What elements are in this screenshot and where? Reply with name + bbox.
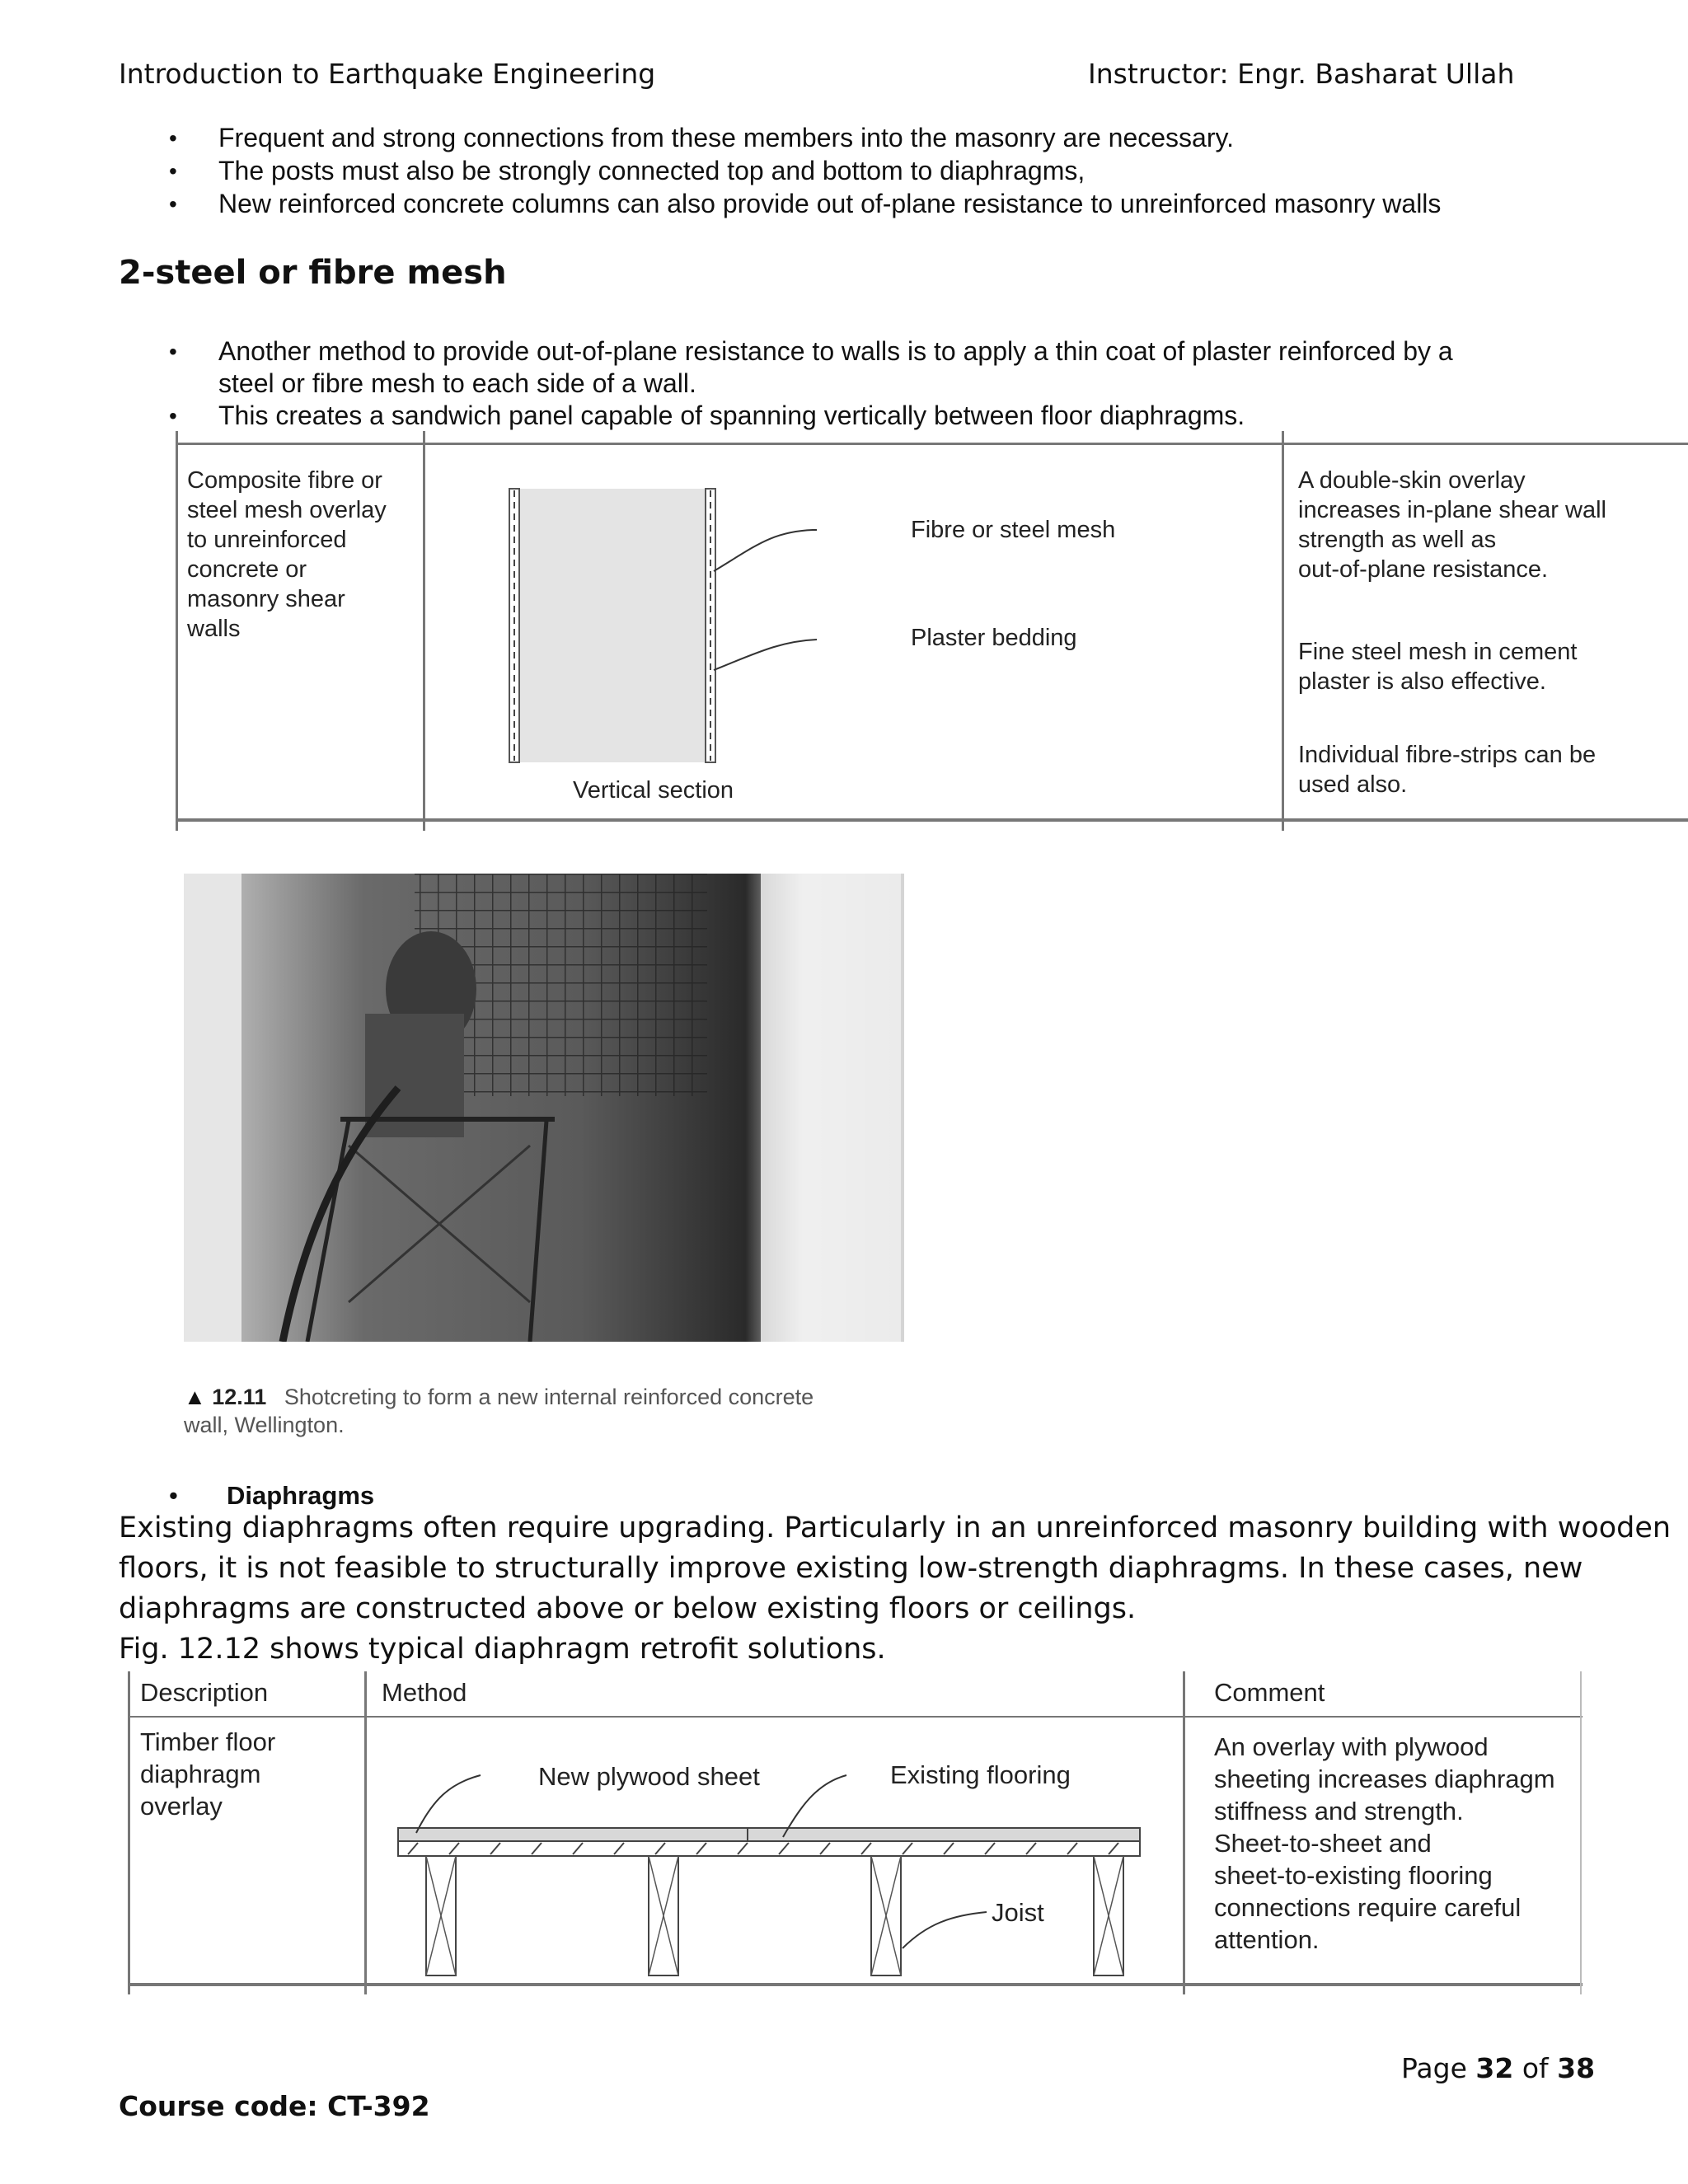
figure1-comment-fibre-strips: Individual fibre-strips can be used also. xyxy=(1298,742,1597,798)
diaphragms-paragraph: Existing diaphragms often require upgrading. Particularly in an unreinforced masonry building with wooden floors, it is not feasible to structurally improve existing low-strength diaphragms. In these cases, new diaphragms are constructed above or below existing floors or ceilings. Fig. 12.12 shows typical diaphragm retrofit solutions. xyxy=(119,1511,1672,1666)
label-new-plywood: New plywood sheet xyxy=(538,1762,760,1791)
table-header-comment: Comment xyxy=(1214,1678,1325,1707)
label-existing-flooring: Existing flooring xyxy=(890,1760,1071,1789)
triangle-icon: ▲ xyxy=(184,1385,206,1409)
bullet-item: • The posts must also be strongly connected top and bottom to diaphragms, xyxy=(169,156,1085,185)
header-instructor: Instructor: Engr. Basharat Ullah xyxy=(1088,58,1515,90)
figure2-comment: An overlay with plywood sheeting increases diaphragm stiffness and strength. Sheet-to-sheet and sheet-to-existing flooring connections require careful attention. xyxy=(1214,1732,1555,1954)
figure1-description: Composite fibre or steel mesh overlay to unreinforced concrete or masonry shear walls xyxy=(187,467,387,642)
bullet-dot-icon: • xyxy=(169,339,177,364)
header-course: Introduction to Earthquake Engineering xyxy=(119,58,656,90)
shotcreting-photo xyxy=(184,874,904,1342)
bullet-dot-icon: • xyxy=(169,125,177,151)
figure-diaphragm-table xyxy=(128,1671,1582,1994)
bullet-dot-icon: • xyxy=(169,158,177,184)
photo-caption: ▲ 12.11 Shotcreting to form a new internal reinforced concrete wall, Wellington. xyxy=(184,1385,814,1437)
table-header-description: Description xyxy=(140,1678,269,1707)
bullet-continuation: steel or fibre mesh to each side of a wall. xyxy=(218,368,696,398)
bullet-item: • Another method to provide out-of-plane resistance to walls is to apply a thin coat of plaster reinforced by a xyxy=(169,336,1453,366)
figure1-comment-steel-mesh: Fine steel mesh in cement plaster is also effective. xyxy=(1298,639,1578,695)
course-code: Course code: CT-392 xyxy=(119,2090,430,2122)
bullet-dot-icon: • xyxy=(169,403,177,429)
table-header-method: Method xyxy=(382,1678,467,1707)
floor-overlay-diagram xyxy=(367,1718,1183,1983)
label-joist: Joist xyxy=(992,1898,1044,1927)
bullet-item: • New reinforced concrete columns can also provide out of-plane resistance to unreinforced masonry walls xyxy=(169,189,1442,218)
label-plaster-bedding: Plaster bedding xyxy=(911,625,1077,651)
bullet-item: • Diaphragms xyxy=(169,1481,375,1510)
figure2-description: Timber floor diaphragm overlay xyxy=(140,1727,276,1821)
bullet-item: • Frequent and strong connections from these members into the masonry are necessary. xyxy=(169,123,1235,152)
bullet-dot-icon: • xyxy=(169,1481,178,1510)
bullet-item: • This creates a sandwich panel capable of spanning vertically between floor diaphragms. xyxy=(169,401,1245,430)
wall-section-diagram xyxy=(425,431,1282,831)
label-fibre-mesh: Fibre or steel mesh xyxy=(911,517,1116,543)
bullet-dot-icon: • xyxy=(169,191,177,217)
figure-mesh-table xyxy=(176,431,1688,831)
section-title: 2-steel or fibre mesh xyxy=(119,254,507,292)
figure1-comment-overlay: A double-skin overlay increases in-plane shear wall strength as well as out-of-plane resistance. xyxy=(1298,467,1606,583)
page-number: Page 32 of 38 xyxy=(1401,2052,1596,2084)
label-vertical-section: Vertical section xyxy=(573,777,734,804)
